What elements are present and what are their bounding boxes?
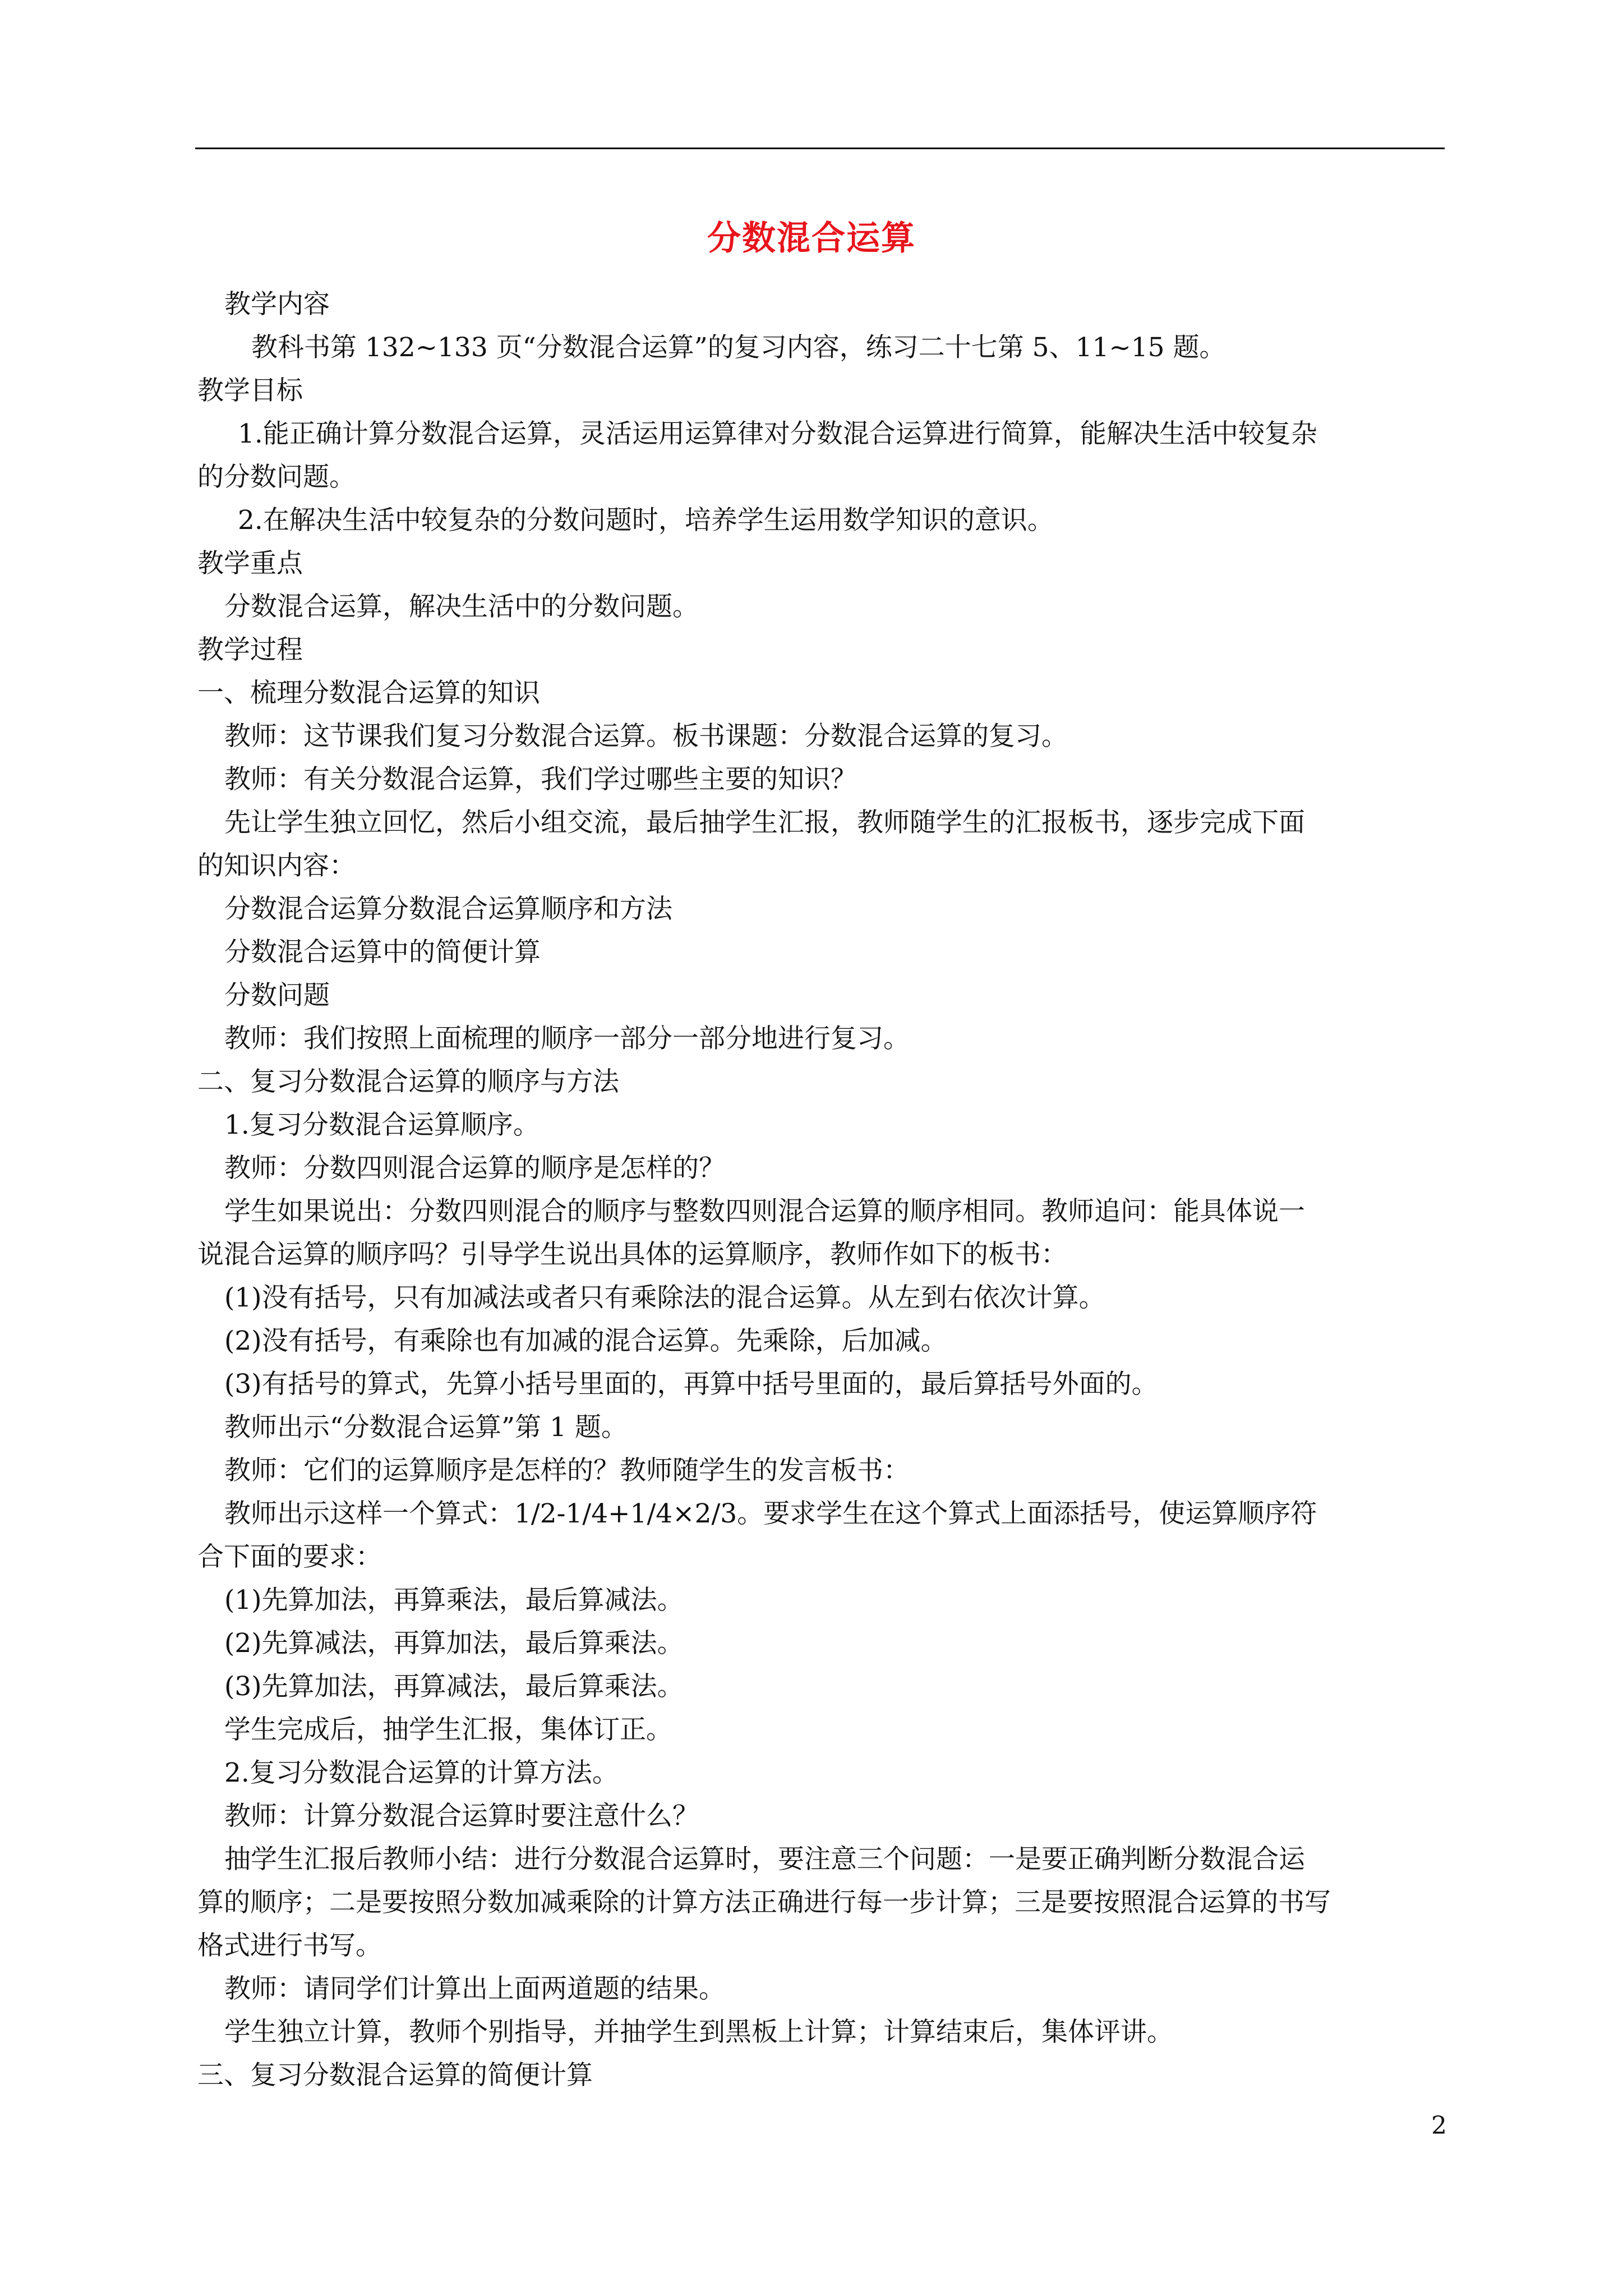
text-line: 学生完成后，抽学生汇报，集体订正。: [224, 1714, 672, 1745]
text-line: 教学重点: [197, 548, 303, 579]
page-number: 2: [1431, 2111, 1447, 2140]
text-line: (1)没有括号，只有加减法或者只有乘除法的混合运算。从左到右依次计算。: [224, 1282, 1105, 1313]
text-line: 教学内容: [224, 289, 330, 320]
text-line: (2)没有括号，有乘除也有加减的混合运算。先乘除，后加减。: [224, 1326, 947, 1356]
text-line: 算的顺序；二是要按照分数加减乘除的计算方法正确进行每一步计算；三是要按照混合运算的书写: [197, 1887, 1331, 1918]
text-line: 先让学生独立回忆，然后小组交流，最后抽学生汇报，教师随学生的汇报板书，逐步完成下面: [224, 807, 1305, 838]
text-line: 教师：分数四则混合运算的顺序是怎样的？: [224, 1153, 725, 1184]
text-line: 学生如果说出：分数四则混合的顺序与整数四则混合运算的顺序相同。教师追问：能具体说一: [224, 1196, 1305, 1227]
text-line: 教师：计算分数混合运算时要注意什么？: [224, 1801, 699, 1832]
document-body: [197, 283, 1445, 2097]
text-line: (1)先算加法，再算乘法，最后算减法。: [224, 1585, 684, 1616]
text-line: 格式进行书写。: [197, 1930, 382, 1961]
text-line: 教师：这节课我们复习分数混合运算。板书课题：分数混合运算的复习。: [224, 721, 1068, 752]
text-line: (3)有括号的算式，先算小括号里面的，再算中括号里面的，最后算括号外面的。: [224, 1369, 1158, 1400]
text-line: 学生独立计算，教师个别指导，并抽学生到黑板上计算；计算结束后，集体评讲。: [224, 2017, 1173, 2047]
text-line: 教学过程: [197, 634, 303, 665]
text-line: 抽学生汇报后教师小结：进行分数混合运算时，要注意三个问题：一是要正确判断分数混合运: [224, 1844, 1305, 1875]
text-line: 教师出示“分数混合运算”第 1 题。: [224, 1412, 628, 1443]
text-line: 教学目标: [197, 375, 303, 406]
text-line: 教师：有关分数混合运算，我们学过哪些主要的知识？: [224, 764, 857, 795]
text-line: 分数混合运算分数混合运算顺序和方法: [224, 894, 672, 924]
header-rule: [195, 148, 1445, 149]
text-line: 教师：它们的运算顺序是怎样的？教师随学生的发言板书：: [224, 1455, 910, 1486]
text-line: (3)先算加法，再算减法，最后算乘法。: [224, 1671, 684, 1702]
text-line: 分数混合运算，解决生活中的分数问题。: [224, 591, 699, 622]
text-line: 1.复习分数混合运算顺序。: [224, 1110, 540, 1140]
text-line: (2)先算减法，再算加法，最后算乘法。: [224, 1628, 684, 1659]
text-line: 合下面的要求：: [197, 1542, 382, 1572]
document-title: 分数混合运算: [707, 219, 916, 258]
text-line: 一、梳理分数混合运算的知识: [197, 678, 540, 708]
text-line: 说混合运算的顺序吗？引导学生说出具体的运算顺序，教师作如下的板书：: [197, 1239, 1067, 1270]
text-line: 2.在解决生活中较复杂的分数问题时，培养学生运用数学知识的意识。: [238, 505, 1054, 536]
text-line: 三、复习分数混合运算的简便计算: [197, 2060, 593, 2091]
text-line: 1.能正确计算分数混合运算，灵活运用运算律对分数混合运算进行简算，能解决生活中较复杂: [238, 418, 1317, 449]
text-line: 教师出示这样一个算式：1/2-1/4+1/4×2/3。要求学生在这个算式上面添括号，使运算顺序符: [224, 1498, 1317, 1529]
text-line: 教科书第 132~133 页“分数混合运算”的复习内容，练习二十七第 5、11~15 题。: [251, 332, 1226, 363]
text-line: 2.复习分数混合运算的计算方法。: [224, 1757, 619, 1788]
text-line: 的知识内容：: [197, 850, 356, 881]
text-line: 分数混合运算中的简便计算: [224, 937, 541, 968]
text-line: 教师：我们按照上面梳理的顺序一部分一部分地进行复习。: [224, 1023, 910, 1054]
text-line: 的分数问题。: [197, 462, 356, 493]
text-line: 教师：请同学们计算出上面两道题的结果。: [224, 1973, 725, 2004]
text-line: 二、复习分数混合运算的顺序与方法: [197, 1066, 619, 1097]
text-line: 分数问题: [224, 980, 330, 1011]
